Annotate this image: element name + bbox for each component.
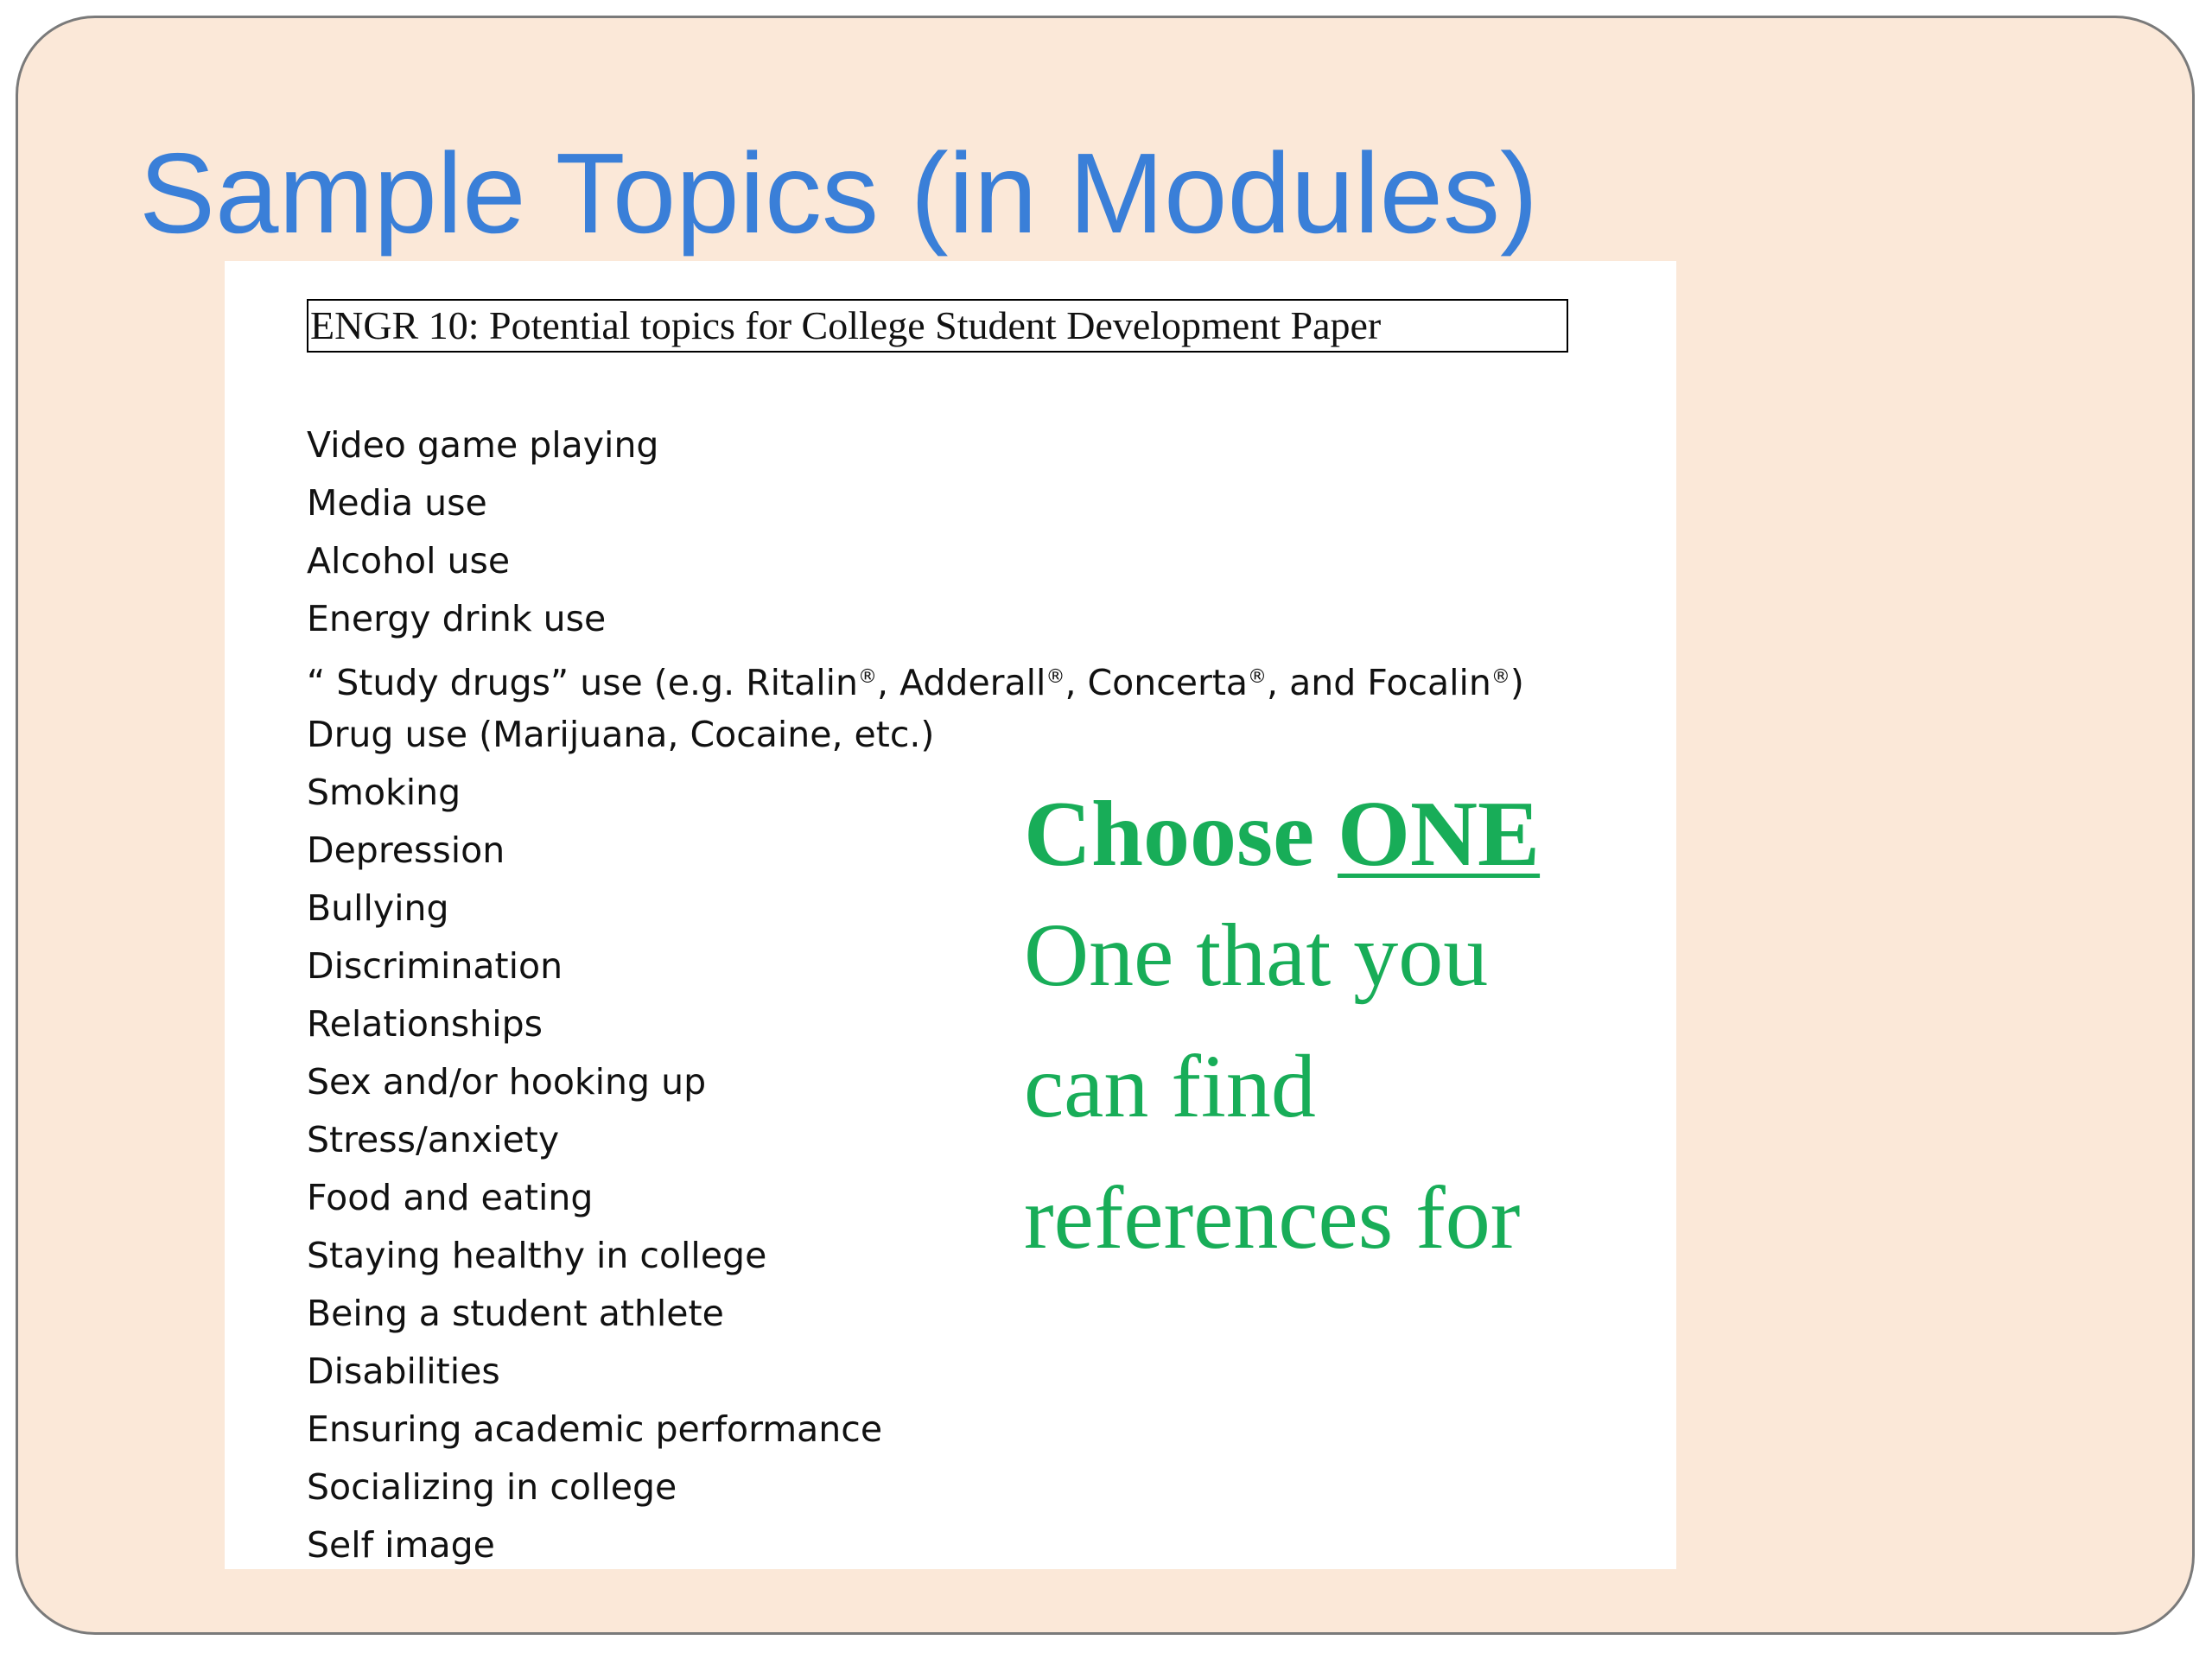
topic-item: Food and eating xyxy=(307,1177,594,1218)
study-drugs-part: , Concerta xyxy=(1065,662,1249,703)
topic-item: Depression xyxy=(307,830,505,871)
topic-item: Media use xyxy=(307,482,487,524)
callout-line: One that you xyxy=(1024,906,1489,1005)
topic-item: Video game playing xyxy=(307,424,659,466)
topic-item: Socializing in college xyxy=(307,1466,677,1508)
topic-item: Relationships xyxy=(307,1003,543,1045)
callout-line: references for xyxy=(1024,1168,1521,1268)
topic-item: Disabilities xyxy=(307,1351,500,1392)
slide-title xyxy=(139,130,1538,256)
topic-item: Smoking xyxy=(307,772,461,813)
callout-choose: Choose xyxy=(1024,783,1315,886)
registered-mark: ® xyxy=(858,666,878,688)
topic-item: Bullying xyxy=(307,887,449,929)
topic-item: Energy drink use xyxy=(307,598,607,639)
study-drugs-part: “ Study drugs” use (e.g. Ritalin xyxy=(307,662,859,703)
slide-title-main: Sample Topics xyxy=(139,130,880,257)
callout-heading xyxy=(1024,779,1540,890)
topic-item-study-drugs xyxy=(307,648,1524,706)
topic-item: Self image xyxy=(307,1524,495,1566)
registered-mark: ® xyxy=(1491,666,1510,688)
topic-item: Being a student athlete xyxy=(307,1293,724,1334)
document-heading: ENGR 10: Potential topics for College Student Development Paper xyxy=(307,299,1568,353)
study-drugs-part: , and Focalin xyxy=(1267,662,1491,703)
topic-item: Drug use (Marijuana, Cocaine, etc.) xyxy=(307,714,935,755)
callout-one-underlined: ONE xyxy=(1338,783,1541,886)
topic-item: Discrimination xyxy=(307,945,563,987)
study-drugs-part: ) xyxy=(1510,662,1524,703)
registered-mark: ® xyxy=(1248,666,1268,688)
topic-item: Alcohol use xyxy=(307,540,511,582)
topic-item: Sex and/or hooking up xyxy=(307,1061,707,1103)
registered-mark: ® xyxy=(1046,666,1065,688)
callout-line: can find xyxy=(1024,1037,1316,1136)
topic-item: Ensuring academic performance xyxy=(307,1408,883,1450)
topic-item: Stress/anxiety xyxy=(307,1119,560,1160)
topic-item: Staying healthy in college xyxy=(307,1235,767,1276)
slide-title-paren: (in Modules) xyxy=(910,130,1538,257)
choose-one-callout xyxy=(1024,779,1540,1284)
document-image xyxy=(225,261,1676,1569)
study-drugs-part: , Adderall xyxy=(877,662,1046,703)
